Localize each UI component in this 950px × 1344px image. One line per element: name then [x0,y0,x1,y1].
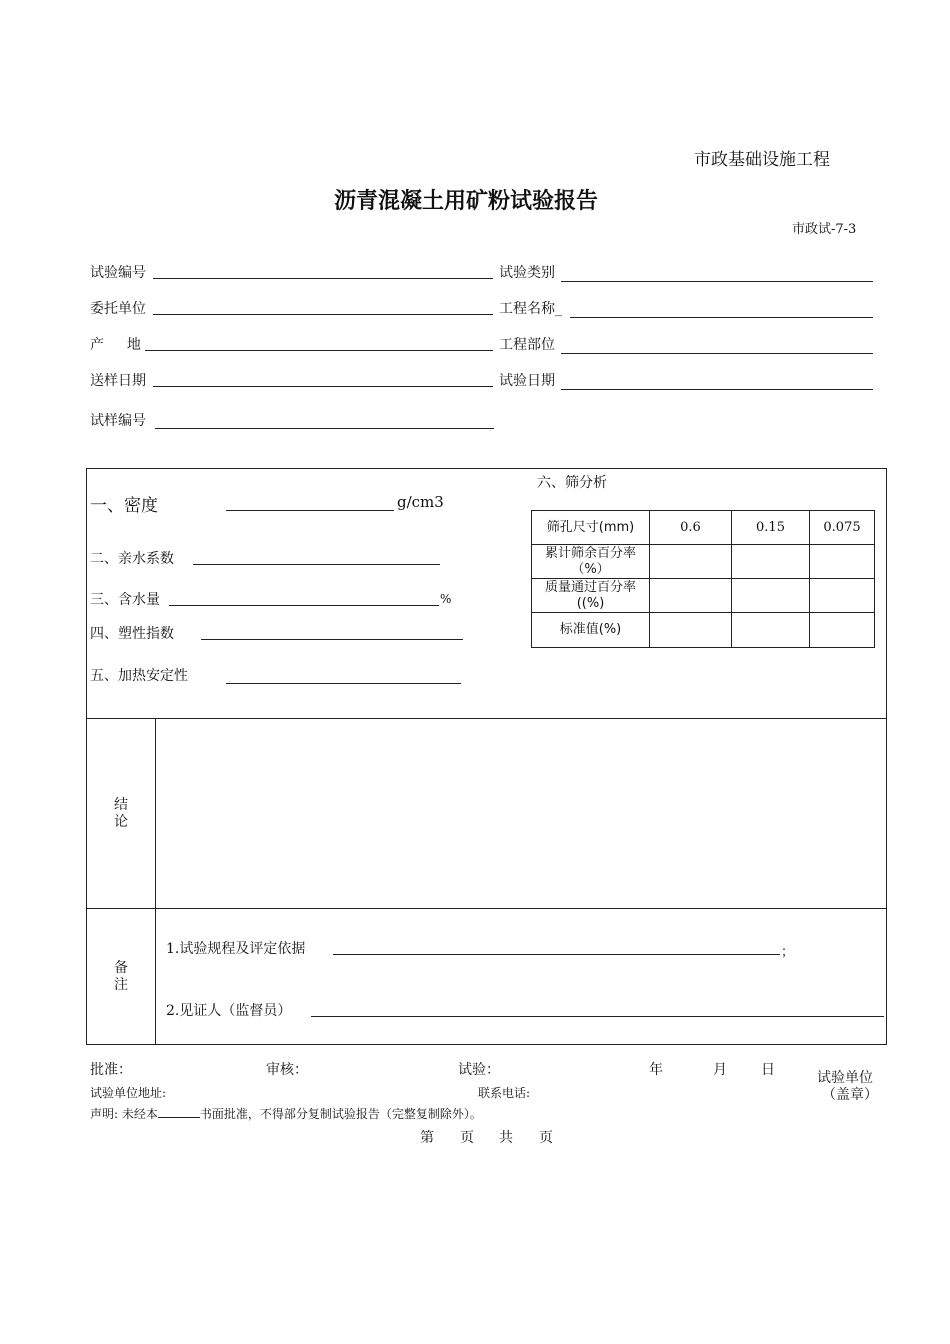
sample-no-label: 试样编号 [90,413,146,429]
sieve-row-label-2: 标准值(%) [532,613,650,648]
sieve-row-label-0: 累计筛余百分率（%） [532,545,650,579]
remarks-witness-field[interactable] [311,1016,884,1017]
divider-conclusion [86,908,886,909]
sieve-cell[interactable] [810,613,875,648]
project-name-label: 工程名称_ [499,301,562,317]
sieve-cell[interactable] [732,613,810,648]
origin-field[interactable] [145,350,493,351]
remarks-item-end: ； [781,945,795,960]
remarks-label: 备注 [114,960,128,993]
divider-tests [86,718,886,719]
remarks-item-basis: 1.试验规程及评定依据 [166,941,306,957]
statement [90,1105,482,1122]
test-date-label: 试验日期 [499,373,555,389]
sample-no-field[interactable] [155,428,494,429]
sieve-cell[interactable] [650,613,732,648]
page-number-prefix: 第 [420,1130,434,1146]
sieve-table [531,510,875,648]
test-no-label: 试验编号 [90,265,146,281]
sieve-header-label: 筛孔尺寸(mm) [532,511,650,545]
page-title: 沥青混凝土用矿粉试验报告 [333,189,598,214]
density-field[interactable] [226,510,394,511]
statement-prefix: 声明: 未经本 [90,1107,158,1121]
category-label: 市政基础设施工程 [694,150,830,170]
sieve-size-0: 0.6 [650,511,732,545]
review-label: 审核： [266,1062,308,1078]
client-field[interactable] [153,314,493,315]
test-type-field[interactable] [561,281,873,282]
approve-label: 批准： [90,1062,132,1078]
sieve-size-2: 0.075 [810,511,875,545]
density-label: 一、密度 [90,496,158,516]
label-column-divider [155,718,156,1044]
sieve-cell[interactable] [732,545,810,579]
remarks-basis-field[interactable] [333,954,780,955]
sample-date-label: 送样日期 [90,373,146,389]
moisture-unit: % [440,592,452,606]
page-number-unit: 页 [460,1130,474,1146]
address-label: 试验单位地址: [90,1086,167,1100]
page-total-prefix: 共 [499,1130,513,1146]
conclusion-area[interactable] [157,720,884,906]
day-label: 日 [761,1062,775,1078]
form-code: 市政试-7-3 [792,222,857,237]
test-type-label: 试验类别 [499,265,555,281]
heat-stability-label: 五、加热安定性 [90,668,188,684]
project-part-label: 工程部位 [499,337,555,353]
test-unit-label: 试验单位 [817,1070,873,1086]
sieve-cell[interactable] [732,579,810,613]
heat-stability-field[interactable] [226,683,461,684]
test-date-field[interactable] [561,389,873,390]
seal-label: （盖章） [822,1087,878,1103]
statement-blank-field[interactable] [158,1107,200,1118]
sieve-title: 六、筛分析 [537,475,607,491]
project-part-field[interactable] [561,353,873,354]
origin-label: 产 地 [90,337,141,353]
statement-suffix: 书面批准，不得部分复制试验报告（完整复制除外）。 [199,1107,482,1121]
sieve-cell[interactable] [810,579,875,613]
moisture-field[interactable] [169,605,439,606]
sample-date-field[interactable] [153,386,493,387]
conclusion-label: 结论 [114,797,128,830]
sieve-cell[interactable] [650,545,732,579]
year-label: 年 [649,1062,663,1078]
plasticity-label: 四、塑性指数 [90,626,174,642]
plasticity-field[interactable] [201,639,463,640]
page-total-unit: 页 [539,1130,553,1146]
moisture-label: 三、含水量 [90,592,160,608]
sieve-size-1: 0.15 [732,511,810,545]
client-label: 委托单位 [90,301,146,317]
density-unit: g/cm3 [397,493,444,511]
sieve-row-label-1: 质量通过百分率((%) [532,579,650,613]
phone-label: 联系电话: [478,1086,531,1100]
sieve-cell[interactable] [810,545,875,579]
sieve-cell[interactable] [650,579,732,613]
project-name-field[interactable] [570,317,873,318]
remarks-item-witness: 2.见证人（监督员） [166,1003,292,1019]
hydrophilic-field[interactable] [193,564,440,565]
month-label: 月 [713,1062,727,1078]
tester-label: 试验： [458,1062,500,1078]
test-no-field[interactable] [153,278,493,279]
hydrophilic-label: 二、亲水系数 [90,551,174,567]
